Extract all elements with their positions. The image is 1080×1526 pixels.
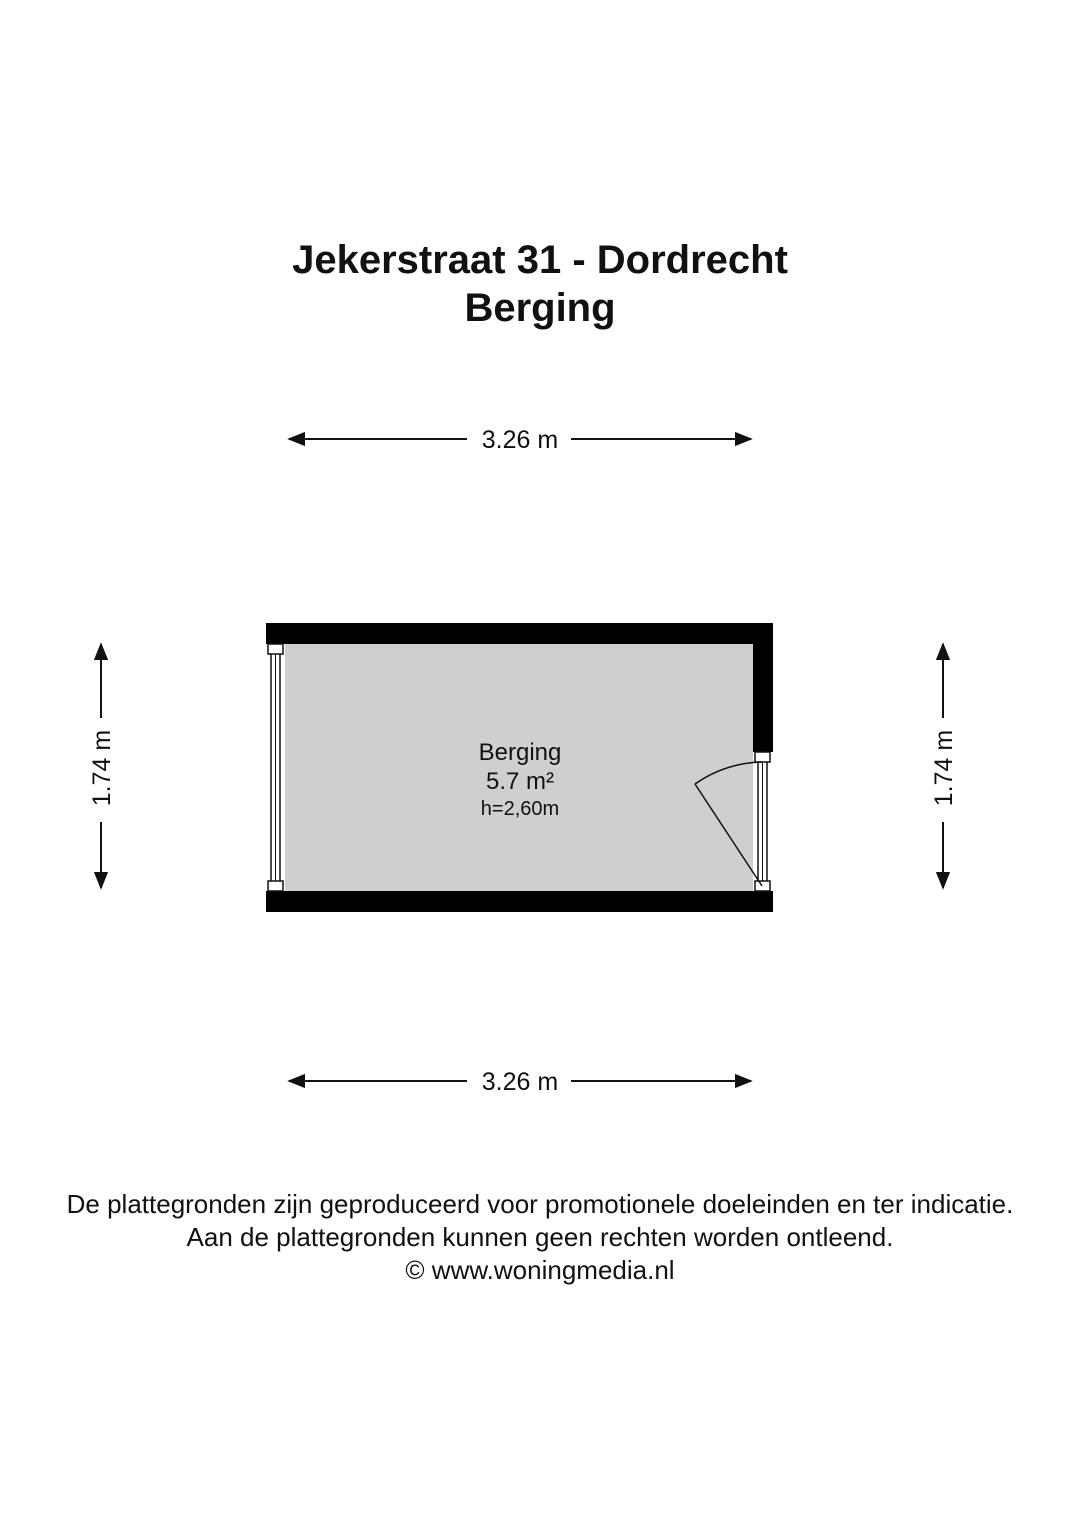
dimension-left (88, 644, 116, 888)
wall-top (266, 623, 773, 644)
window-left-jamb-top (268, 644, 283, 654)
door-jamb-bottom (755, 881, 770, 891)
dimension-right (930, 644, 958, 888)
disclaimer-line-1: De plattegronden zijn geproduceerd voor promotionele doeleinden en ter indicatie. (66, 1189, 1014, 1219)
disclaimer-line-2: Aan de plattegronden kunnen geen rechten worden ontleend. (186, 1222, 894, 1252)
wall-right (753, 623, 773, 752)
dimension-left-label: 1.74 m (88, 729, 116, 807)
room-area: 5.7 m² (485, 768, 555, 795)
window-left (266, 644, 285, 891)
plan-title-address: Jekerstraat 31 - Dordrecht (292, 238, 788, 282)
copyright-line: © www.woningmedia.nl (405, 1255, 675, 1285)
dimension-top (289, 426, 751, 454)
door-jamb-top (755, 752, 770, 762)
dimension-right-label: 1.74 m (930, 729, 958, 807)
window-left-jamb-bottom (268, 881, 283, 891)
plan-title-floor: Berging (464, 286, 616, 330)
dimension-bottom-label: 3.26 m (481, 1068, 559, 1096)
wall-bottom (266, 891, 773, 912)
dimension-top-label: 3.26 m (481, 426, 559, 454)
dimension-bottom (289, 1068, 751, 1096)
room-height: h=2,60m (480, 798, 560, 820)
room-name: Berging (478, 739, 562, 766)
